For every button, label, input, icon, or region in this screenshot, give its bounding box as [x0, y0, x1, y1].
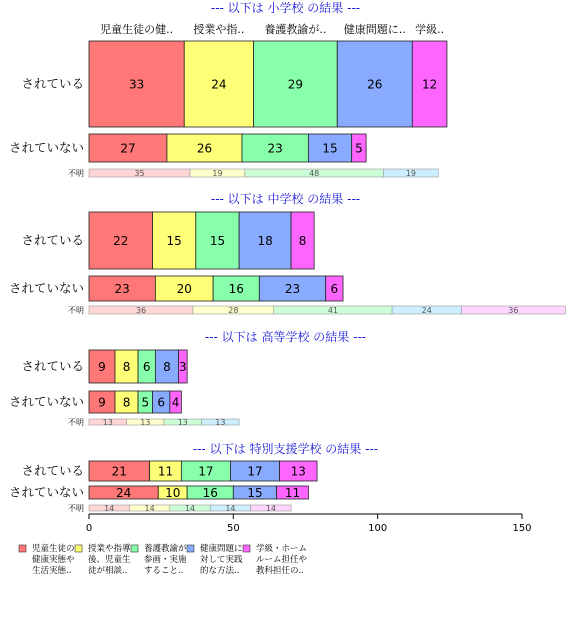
row-label: されている	[21, 232, 84, 248]
column-header: 健康問題に..	[343, 23, 406, 36]
data-label: 15	[166, 234, 182, 248]
section-title: --- 以下は 中学校 の結果 ---	[210, 192, 361, 206]
data-label: 13	[177, 418, 188, 427]
data-label: 15	[209, 234, 226, 248]
data-label: 17	[247, 464, 263, 479]
data-label: 3	[178, 360, 187, 374]
data-label: 23	[267, 141, 283, 156]
x-tick-label: 50	[226, 523, 240, 534]
data-label: 16	[228, 282, 244, 296]
row-label: されている	[21, 463, 84, 478]
data-label: 14	[225, 504, 236, 513]
row-label: されている	[21, 358, 84, 374]
x-tick-label: 0	[85, 523, 93, 534]
data-label: 22	[113, 234, 129, 248]
row-label: 不明	[68, 504, 84, 513]
data-label: 13	[215, 418, 226, 427]
data-label: 5	[141, 395, 150, 410]
data-label: 12	[421, 77, 438, 92]
x-tick-label: 150	[512, 523, 532, 534]
row-label: されていない	[8, 280, 84, 296]
legend-entry: 養護教諭が	[144, 544, 187, 554]
data-label: 6	[330, 282, 339, 296]
data-label: 14	[144, 504, 155, 513]
row-label: 不明	[68, 169, 84, 178]
data-label: 21	[111, 464, 127, 479]
data-label: 27	[120, 141, 136, 156]
row-label: されていない	[8, 394, 84, 409]
section-title: --- 以下は 小学校 の結果 ---	[210, 1, 361, 15]
data-label: 14	[104, 504, 115, 513]
data-label: 33	[128, 77, 145, 92]
legend-entry: 徒が相談..	[88, 566, 128, 576]
data-label: 9	[98, 395, 106, 410]
data-label: 9	[98, 360, 106, 374]
legend-swatch	[187, 545, 194, 552]
legend-swatch	[19, 545, 26, 552]
data-label: 24	[421, 306, 432, 315]
legend-entry: 児童生徒の	[32, 544, 75, 554]
data-label: 48	[309, 169, 320, 178]
legend-entry: すること..	[144, 566, 184, 576]
data-label: 13	[102, 418, 113, 427]
data-label: 11	[157, 464, 174, 479]
row-label: されていない	[8, 140, 84, 155]
data-label: 41	[327, 306, 339, 315]
legend-entry: 健康実態や	[32, 555, 75, 565]
data-label: 18	[257, 234, 273, 248]
data-label: 29	[287, 77, 304, 92]
data-label: 17	[198, 464, 214, 479]
legend-entry: 参画・実施	[144, 555, 187, 565]
legend-swatch	[243, 545, 250, 552]
data-label: 5	[355, 141, 363, 156]
data-label: 8	[163, 360, 171, 374]
legend-entry: 学級・ホーム	[256, 544, 308, 554]
data-label: 26	[367, 77, 383, 92]
data-label: 8	[298, 234, 307, 248]
data-label: 19	[212, 169, 223, 178]
data-label: 23	[284, 282, 301, 296]
data-label: 10	[165, 486, 181, 500]
data-label: 6	[142, 360, 151, 374]
data-label: 11	[284, 486, 301, 500]
data-label: 14	[184, 504, 196, 513]
data-label: 13	[140, 418, 151, 427]
legend-swatch	[75, 545, 82, 552]
data-label: 35	[134, 169, 145, 178]
data-label: 14	[265, 504, 276, 513]
row-label: 不明	[68, 306, 84, 315]
x-tick-label: 100	[368, 523, 388, 534]
column-header: 児童生徒の健..	[100, 23, 174, 36]
legend-entry: 健康問題に	[200, 544, 243, 554]
data-label: 4	[171, 395, 180, 410]
legend-entry: 後、児童生	[88, 555, 131, 565]
data-label: 8	[122, 395, 131, 410]
data-label: 19	[405, 169, 416, 178]
column-header: 授業や指..	[193, 23, 245, 36]
data-label: 24	[115, 486, 132, 500]
data-label: 28	[228, 306, 239, 315]
legend-entry: 対して実践	[200, 555, 243, 565]
legend-entry: 授業や指導	[88, 544, 131, 554]
legend-entry: ルーム担任や	[256, 555, 308, 565]
row-label: されていない	[8, 484, 84, 500]
legend-entry: 生活実態..	[32, 566, 72, 576]
data-label: 13	[290, 464, 306, 479]
legend-entry: 的な方法..	[200, 566, 240, 576]
data-label: 24	[211, 77, 227, 92]
section-title: --- 以下は 高等学校 の結果 ---	[204, 330, 367, 344]
data-label: 8	[122, 360, 131, 374]
legend-entry: 教科担任の..	[256, 566, 304, 576]
data-label: 23	[114, 282, 130, 296]
data-label: 20	[176, 282, 192, 296]
data-label: 15	[247, 486, 263, 500]
data-label: 36	[135, 306, 147, 315]
section-title: --- 以下は 特別支援学校 の結果 ---	[192, 442, 379, 456]
data-label: 15	[322, 141, 338, 156]
data-label: 36	[508, 306, 519, 315]
row-label: されている	[21, 76, 84, 91]
legend-swatch	[131, 545, 138, 552]
row-label: 不明	[68, 418, 84, 427]
column-header: 養護教諭が..	[264, 23, 327, 36]
column-header: 学級..	[415, 23, 445, 36]
data-label: 6	[157, 395, 165, 410]
data-label: 16	[202, 486, 218, 500]
data-label: 26	[196, 141, 213, 156]
